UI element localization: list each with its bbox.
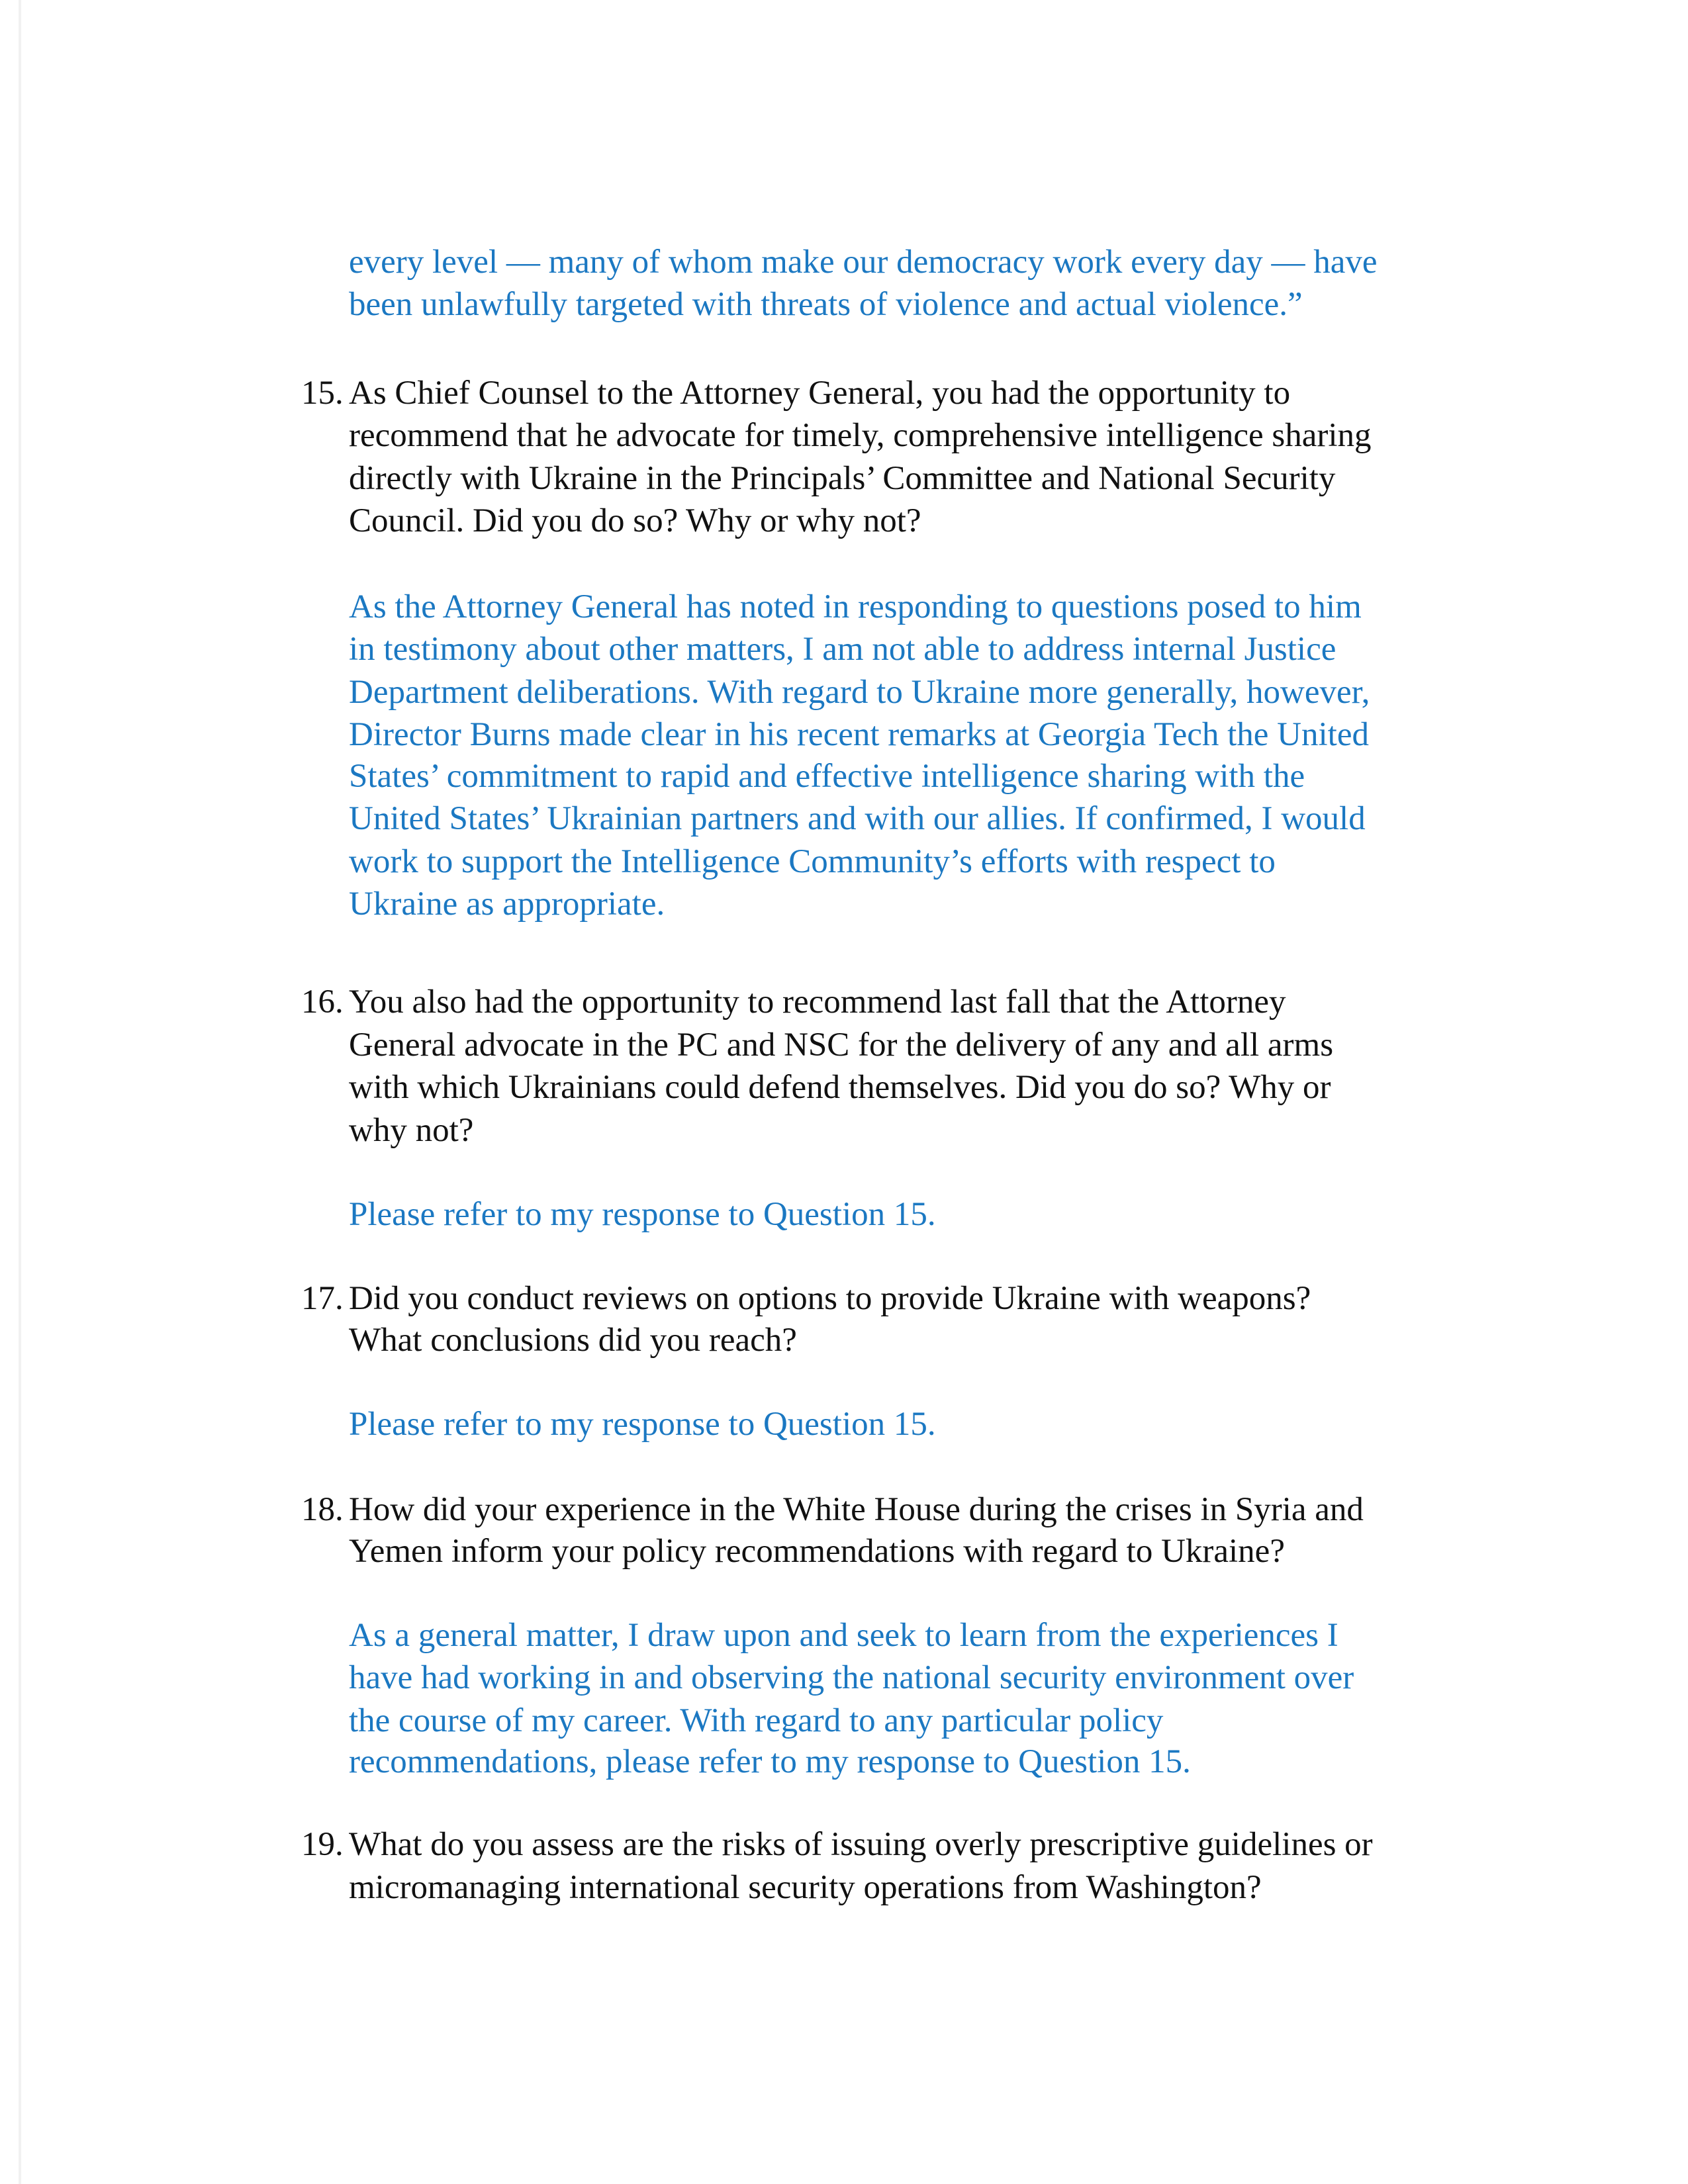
answer-text-line: As a general matter, I draw upon and seek to learn from the experiences I	[349, 1617, 1338, 1654]
answer-text-line: in testimony about other matters, I am not able to address internal Justice	[349, 631, 1336, 668]
question-text-line: What do you assess are the risks of issuing overly prescriptive guidelines or	[349, 1826, 1373, 1863]
answer-text-line: have had working in and observing the national security environment over	[349, 1659, 1354, 1696]
answer-text-line: Department deliberations. With regard to Ukraine more generally, however,	[349, 674, 1370, 711]
question-text-line: recommend that he advocate for timely, comprehensive intelligence sharing	[349, 417, 1372, 454]
answer-text-line: Please refer to my response to Question 15.	[349, 1196, 936, 1233]
question-text-line: How did your experience in the White House during the crises in Syria and	[349, 1491, 1364, 1528]
question-text-line: You also had the opportunity to recommend last fall that the Attorney	[349, 983, 1286, 1021]
question-number: 18.	[301, 1491, 344, 1528]
question-text-line: with which Ukrainians could defend themselves. Did you do so? Why or	[349, 1069, 1331, 1106]
question-text-line: Yemen inform your policy recommendations with regard to Ukraine?	[349, 1533, 1285, 1570]
answer-text-line: Ukraine as appropriate.	[349, 886, 665, 923]
question-text-line: General advocate in the PC and NSC for the delivery of any and all arms	[349, 1026, 1334, 1064]
answer-text-line: As the Attorney General has noted in responding to questions posed to him	[349, 588, 1362, 625]
question-text-line: why not?	[349, 1112, 474, 1149]
question-text-line: What conclusions did you reach?	[349, 1322, 797, 1359]
answer-text-line: Please refer to my response to Question 15.	[349, 1406, 936, 1443]
answer-text-line: the course of my career. With regard to any particular policy	[349, 1702, 1164, 1739]
answer-text-line: been unlawfully targeted with threats of violence and actual violence.”	[349, 286, 1303, 323]
answer-text-line: United States’ Ukrainian partners and with our allies. If confirmed, I would	[349, 800, 1366, 837]
question-text-line: directly with Ukraine in the Principals’ Committee and National Security	[349, 460, 1336, 497]
scan-edge	[19, 0, 21, 2184]
question-text-line: micromanaging international security operations from Washington?	[349, 1869, 1262, 1906]
question-number: 15.	[301, 375, 344, 412]
answer-text-line: every level — many of whom make our democracy work every day — have	[349, 244, 1378, 281]
question-number: 16.	[301, 983, 344, 1021]
question-number: 17.	[301, 1280, 344, 1317]
question-number: 19.	[301, 1826, 344, 1863]
answer-text-line: Director Burns made clear in his recent remarks at Georgia Tech the United	[349, 716, 1369, 753]
answer-text-line: States’ commitment to rapid and effective intelligence sharing with the	[349, 758, 1305, 795]
question-text-line: Council. Did you do so? Why or why not?	[349, 502, 921, 539]
answer-text-line: work to support the Intelligence Community’s efforts with respect to	[349, 843, 1276, 880]
question-text-line: As Chief Counsel to the Attorney General, you had the opportunity to	[349, 375, 1291, 412]
question-text-line: Did you conduct reviews on options to provide Ukraine with weapons?	[349, 1280, 1311, 1317]
answer-text-line: recommendations, please refer to my response to Question 15.	[349, 1743, 1191, 1780]
